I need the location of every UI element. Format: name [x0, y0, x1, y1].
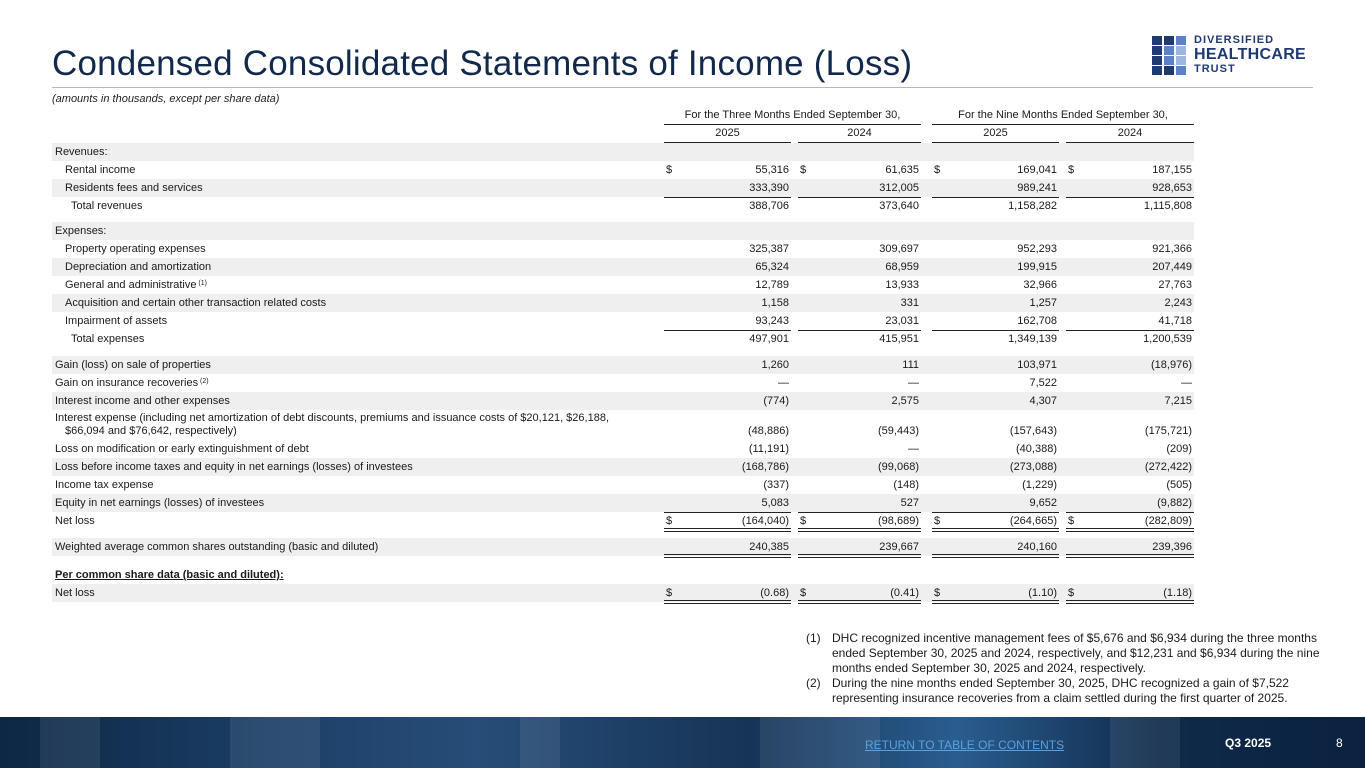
- cell-value: 497,901: [749, 333, 789, 345]
- row-label: Gain on insurance recoveries $^{(2)}$: [55, 377, 209, 389]
- footnote: [806, 631, 1346, 676]
- row-label: Residents fees and services: [65, 182, 203, 194]
- currency-symbol: $: [934, 164, 941, 176]
- cell-value: 41,718: [1158, 315, 1192, 327]
- three-months-header: For the Three Months Ended September 30,: [664, 107, 921, 125]
- quarter-label: Q3 2025: [1225, 736, 1272, 750]
- cell-value: (175,721): [1144, 425, 1192, 437]
- row-label: Gain (loss) on sale of properties: [55, 359, 211, 371]
- cell-value: 13,933: [885, 279, 919, 291]
- cell-value: (164,040): [741, 515, 789, 527]
- cell-value: 65,324: [755, 261, 789, 273]
- cell-value: 2,243: [1164, 297, 1192, 309]
- cell-value: (98,689): [878, 515, 919, 527]
- cell-value: 1,260: [761, 359, 789, 371]
- table-row: [52, 294, 1194, 312]
- cell-value: 32,966: [1023, 279, 1057, 291]
- year-header: 2024: [1066, 125, 1194, 143]
- footnote-text: During the nine months ended September 30, 2025, DHC recognized a gain of $7,522 representing insurance recoveries from a claim settled during the first quarter of 2025.: [832, 676, 1289, 705]
- return-to-toc-link[interactable]: RETURN TO TABLE OF CONTENTS: [865, 738, 1065, 752]
- cell-value: 325,387: [749, 243, 789, 255]
- logo-line-1: DIVERSIFIED: [1194, 34, 1275, 46]
- cell-value: (18,976): [1151, 359, 1192, 371]
- footnote-number: (2): [806, 676, 821, 690]
- cell-value: (337): [763, 479, 789, 491]
- cell-value: 1,349,139: [1008, 333, 1057, 345]
- cell-value: 9,652: [1029, 497, 1057, 509]
- table-row: [52, 566, 1194, 584]
- cell-value: 333,390: [749, 182, 789, 194]
- nine-months-header: For the Nine Months Ended September 30,: [932, 107, 1194, 125]
- table-row: [52, 538, 1194, 556]
- cell-value: (272,422): [1144, 461, 1192, 473]
- cell-value: 373,640: [879, 200, 919, 212]
- cell-value: 23,031: [885, 315, 919, 327]
- cell-value: 240,160: [1017, 541, 1057, 553]
- logo-mark-icon: [1152, 36, 1188, 74]
- cell-value: 1,158,282: [1008, 200, 1057, 212]
- row-label: Depreciation and amortization: [65, 261, 212, 273]
- currency-symbol: $: [666, 587, 673, 599]
- table-row: [52, 197, 1194, 215]
- table-row: [52, 258, 1194, 276]
- currency-symbol: $: [934, 587, 941, 599]
- table-row: [52, 392, 1194, 410]
- cell-value: (59,443): [878, 425, 919, 437]
- currency-symbol: $: [800, 164, 807, 176]
- row-label: Loss before income taxes and equity in net earnings (losses) of investees: [55, 461, 413, 473]
- cell-value: 240,385: [749, 541, 789, 553]
- row-label: Equity in net earnings (losses) of investees: [55, 497, 265, 509]
- row-label: Total expenses: [71, 333, 145, 345]
- cell-value: 61,635: [885, 164, 919, 176]
- table-row: [52, 356, 1194, 374]
- cell-value: 952,293: [1017, 243, 1057, 255]
- title-divider: [52, 87, 1313, 88]
- cell-value: 928,653: [1152, 182, 1192, 194]
- page-title: Condensed Consolidated Statements of Income (Loss): [52, 44, 913, 83]
- page-subtitle: (amounts in thousands, except per share data): [52, 93, 280, 105]
- cell-value: (505): [1166, 479, 1192, 491]
- cell-value: 239,396: [1152, 541, 1192, 553]
- cell-value: 1,200,539: [1143, 333, 1192, 345]
- row-label: Income tax expense: [55, 479, 154, 491]
- cell-value: (209): [1166, 443, 1192, 455]
- table-row: [52, 410, 1194, 440]
- cell-value: 103,971: [1017, 359, 1057, 371]
- cell-value: 7,522: [1029, 377, 1057, 389]
- row-label: Net loss: [55, 587, 95, 599]
- table-row: [52, 440, 1194, 458]
- table-row: [52, 143, 1194, 161]
- row-label: Acquisition and certain other transaction related costs: [65, 297, 327, 309]
- cell-value: 55,316: [755, 164, 789, 176]
- cell-value: 111: [902, 359, 919, 371]
- cell-value: 68,959: [885, 261, 919, 273]
- cell-value: (1.10): [1028, 587, 1057, 599]
- cell-value: 388,706: [749, 200, 789, 212]
- cell-value: (40,388): [1016, 443, 1057, 455]
- cell-value: (282,809): [1144, 515, 1192, 527]
- row-label: Interest income and other expenses: [55, 395, 230, 407]
- footnote-number: (1): [806, 631, 821, 645]
- cell-value: 989,241: [1017, 182, 1057, 194]
- cell-value: (99,068): [878, 461, 919, 473]
- cell-value: (9,882): [1157, 497, 1192, 509]
- row-label: Loss on modification or early extinguishment of debt: [55, 443, 309, 455]
- table-row: [52, 179, 1194, 197]
- cell-value: 207,449: [1152, 261, 1192, 273]
- cell-value: 527: [900, 497, 919, 509]
- row-label: Property operating expenses: [65, 243, 206, 255]
- cell-value: 199,915: [1017, 261, 1057, 273]
- row-label: Impairment of assets: [65, 315, 168, 327]
- row-label: [55, 412, 609, 438]
- row-label: General and administrative $^{(1)}$: [65, 279, 207, 291]
- currency-symbol: $: [1068, 164, 1075, 176]
- footnote-text: DHC recognized incentive management fees of $5,676 and $6,934 during the three months ended September 30, 2025 and 2024, respectively, and $12,231 and $6,934 during the nine months ended September 30, 2025 and 2024, respectively.: [832, 631, 1320, 675]
- footnotes: [806, 631, 1346, 706]
- cell-value: 27,763: [1158, 279, 1192, 291]
- year-header: 2025: [932, 125, 1059, 143]
- cell-value: 2,575: [891, 395, 919, 407]
- cell-value: 5,083: [761, 497, 789, 509]
- table-row: [52, 312, 1194, 330]
- currency-symbol: $: [934, 515, 941, 527]
- cell-value: (1.18): [1163, 587, 1192, 599]
- cell-value: —: [1181, 377, 1192, 389]
- cell-value: —: [778, 377, 789, 389]
- currency-symbol: $: [666, 515, 673, 527]
- table-row: [52, 476, 1194, 494]
- cell-value: 239,667: [879, 541, 919, 553]
- row-label: Weighted average common shares outstanding (basic and diluted): [55, 541, 379, 553]
- currency-symbol: $: [800, 587, 807, 599]
- cell-value: (264,665): [1009, 515, 1057, 527]
- cell-value: 12,789: [755, 279, 789, 291]
- year-header: 2025: [664, 125, 791, 143]
- cell-value: (157,643): [1009, 425, 1057, 437]
- currency-symbol: $: [800, 515, 807, 527]
- table-row: [52, 512, 1194, 530]
- cell-value: —: [908, 377, 919, 389]
- cell-value: 162,708: [1017, 315, 1057, 327]
- row-label: Expenses:: [55, 225, 107, 237]
- cell-value: (0.41): [890, 587, 919, 599]
- table-row: [52, 374, 1194, 392]
- logo-line-3: TRUST: [1194, 63, 1236, 75]
- page-number: 8: [1336, 736, 1343, 750]
- row-label: Rental income: [65, 164, 136, 176]
- currency-symbol: $: [1068, 587, 1075, 599]
- cell-value: (148): [893, 479, 919, 491]
- year-header: 2024: [798, 125, 921, 143]
- cell-value: (11,191): [748, 443, 789, 455]
- cell-value: 4,307: [1029, 395, 1057, 407]
- table-row: [52, 330, 1194, 348]
- cell-value: 1,115,808: [1143, 200, 1192, 212]
- row-label: Per common share data (basic and diluted):: [55, 569, 284, 581]
- cell-value: 312,005: [879, 182, 919, 194]
- cell-value: 187,155: [1152, 164, 1192, 176]
- row-label-line: $66,094 and $76,642, respectively): [65, 425, 237, 437]
- row-label-line: Interest expense (including net amortization of debt discounts, premiums and issuance costs of $20,121, $26,188,: [55, 412, 609, 424]
- cell-value: (168,786): [741, 461, 789, 473]
- cell-value: (273,088): [1009, 461, 1057, 473]
- row-label: Total revenues: [71, 200, 143, 212]
- cell-value: 331: [900, 297, 919, 309]
- table-row: [52, 458, 1194, 476]
- cell-value: 415,951: [879, 333, 919, 345]
- cell-value: 1,158: [761, 297, 789, 309]
- table-row: [52, 584, 1194, 602]
- footnote: [806, 676, 1346, 706]
- cell-value: (774): [763, 395, 789, 407]
- company-logo: [1152, 34, 1322, 76]
- currency-symbol: $: [666, 164, 673, 176]
- cell-value: 93,243: [755, 315, 789, 327]
- table-row: [52, 494, 1194, 512]
- cell-value: 169,041: [1017, 164, 1057, 176]
- table-row: [52, 240, 1194, 258]
- cell-value: 1,257: [1029, 297, 1057, 309]
- cell-value: (1,229): [1022, 479, 1057, 491]
- logo-line-2: HEALTHCARE: [1194, 46, 1307, 63]
- table-row: [52, 276, 1194, 294]
- cell-value: 921,366: [1152, 243, 1192, 255]
- row-label: Net loss: [55, 515, 95, 527]
- table-row: [52, 222, 1194, 240]
- cell-value: —: [908, 443, 919, 455]
- currency-symbol: $: [1068, 515, 1075, 527]
- cell-value: 7,215: [1164, 395, 1192, 407]
- cell-value: (0.68): [760, 587, 789, 599]
- row-label: Revenues:: [55, 146, 108, 158]
- footer-banner: [0, 717, 1365, 768]
- cell-value: 309,697: [879, 243, 919, 255]
- cell-value: (48,886): [748, 425, 789, 437]
- table-row: [52, 161, 1194, 179]
